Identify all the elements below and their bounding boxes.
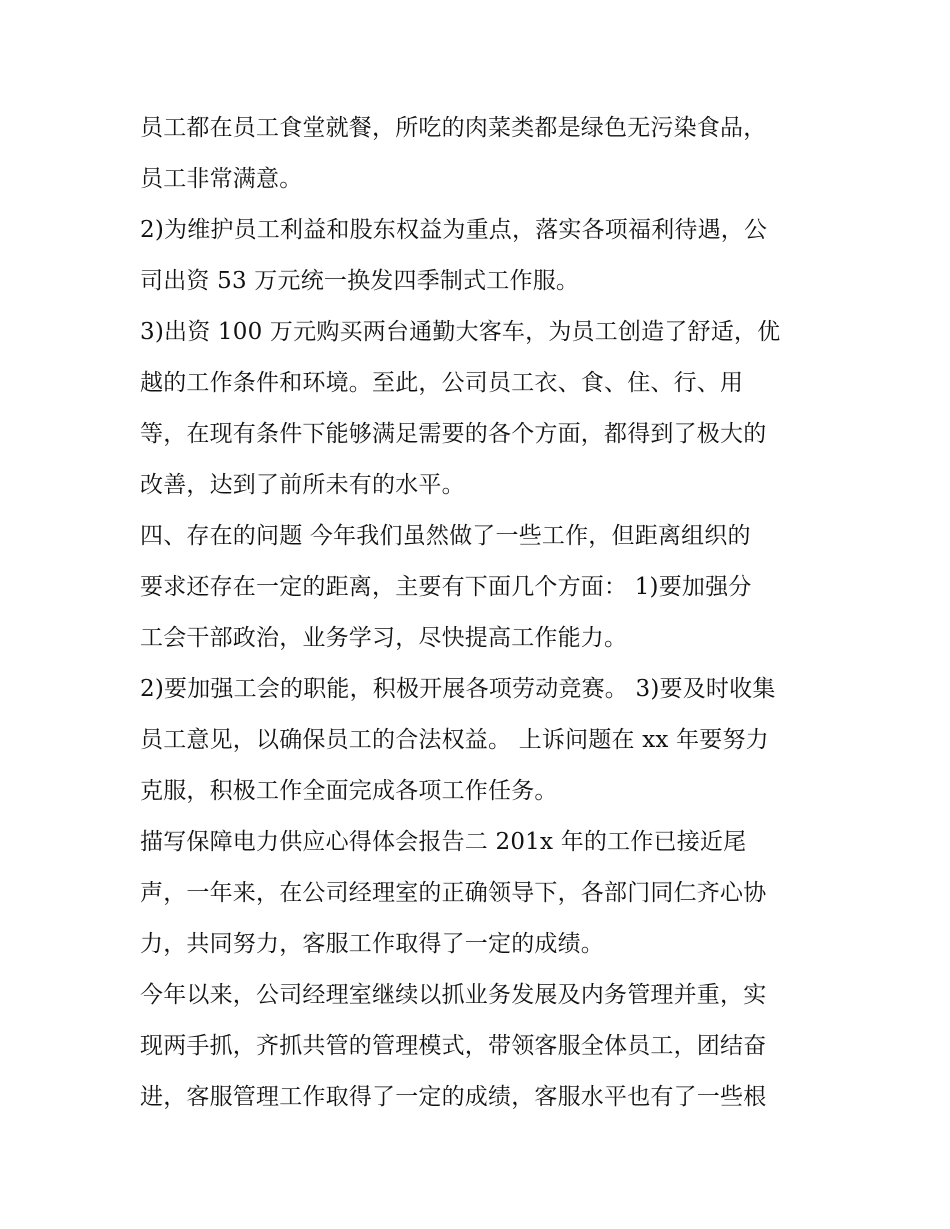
text-line: 员工意见，以确保员工的合法权益。 上诉问题在 xx 年要努力: [140, 727, 769, 753]
text-line: 力，共同努力，客服工作取得了一定的成绩。: [140, 931, 604, 957]
text-line: 声，一年来，在公司经理室的正确领导下，各部门同仁齐心协: [140, 880, 767, 906]
text-line: 2)要加强工会的职能，积极开展各项劳动竞赛。 3)要及时收集: [140, 676, 776, 702]
document-body: [140, 103, 815, 1123]
text-line: 要求还存在一定的距离，主要有下面几个方面： 1)要加强分: [140, 574, 752, 600]
text-line: 进，客服管理工作取得了一定的成绩，客服水平也有了一些根: [140, 1084, 767, 1110]
text-line: 描写保障电力供应心得体会报告二 201x 年的工作已接近尾: [140, 829, 747, 855]
text-line: 2)为维护员工利益和股东权益为重点，落实各项福利待遇，公: [140, 217, 768, 243]
text-line: 克服，积极工作全面完成各项工作任务。: [140, 778, 558, 804]
text-line: 今年以来，公司经理室继续以抓业务发展及内务管理并重，实: [140, 982, 767, 1008]
text-line: 越的工作条件和环境。至此，公司员工衣、食、住、行、用: [140, 370, 744, 396]
text-line: 员工都在员工食堂就餐，所吃的肉菜类都是绿色无污染食品，: [140, 115, 767, 141]
text-line: 改善，达到了前所未有的水平。: [140, 472, 465, 498]
text-line: 等，在现有条件下能够满足需要的各个方面，都得到了极大的: [140, 421, 767, 447]
text-line: 工会干部政治，业务学习，尽快提高工作能力。: [140, 625, 628, 651]
text-line: 司出资 53 万元统一换发四季制式工作服。: [140, 268, 580, 294]
text-line: 员工非常满意。: [140, 166, 303, 192]
text-line: 四、存在的问题 今年我们虽然做了一些工作，但距离组织的: [140, 523, 751, 549]
text-line: 现两手抓，齐抓共管的管理模式，带领客服全体员工，团结奋: [140, 1033, 767, 1059]
text-line: 3)出资 100 万元购买两台通勤大客车，为员工创造了舒适，优: [140, 319, 781, 345]
